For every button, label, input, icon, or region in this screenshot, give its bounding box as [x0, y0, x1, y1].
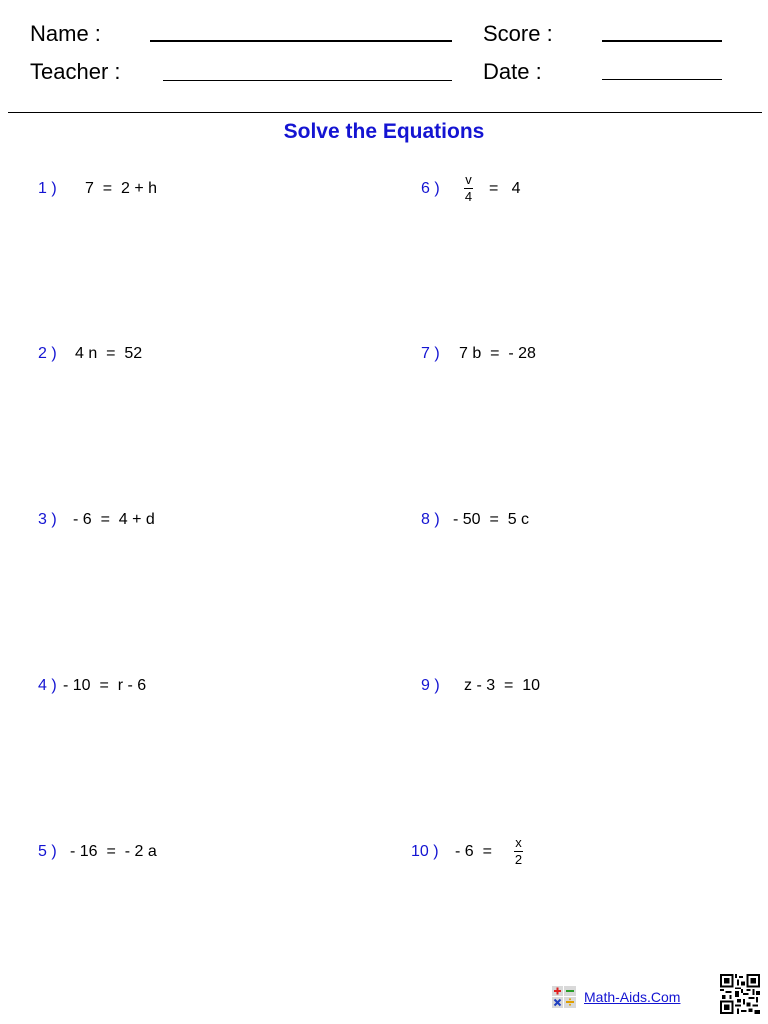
problem-5 [0, 842, 384, 876]
problem-6 [384, 172, 768, 213]
problem-equation: - 50 = 5 c [453, 511, 530, 528]
problem-number: 8 ) [421, 511, 440, 528]
problem-number: 7 ) [421, 345, 440, 362]
problem-equation-lead: - 6 = [455, 843, 492, 860]
date-field[interactable] [602, 79, 722, 80]
fraction-numerator: v [465, 172, 472, 187]
problem-number: 6 ) [421, 180, 440, 197]
problem-number: 2 ) [38, 345, 57, 362]
problem-number: 5 ) [38, 843, 57, 860]
fraction-denominator: 2 [514, 852, 523, 867]
worksheet-title: Solve the Equations [283, 120, 485, 143]
header-divider [8, 112, 762, 113]
problem-2 [0, 344, 384, 378]
problem-3 [0, 510, 384, 544]
math-aids-logo-icon [552, 986, 576, 1008]
problem-8 [384, 510, 768, 544]
name-label: Name : [30, 21, 101, 46]
problem-1 [0, 179, 384, 213]
qr-code-icon [720, 974, 760, 1014]
score-field[interactable] [602, 40, 722, 42]
problem-4 [0, 676, 384, 710]
problem-equation: - 10 = r - 6 [63, 677, 147, 694]
problem-equation: - 16 = - 2 a [70, 843, 157, 860]
problem-equation: - 6 = 4 + d [73, 511, 155, 528]
teacher-label: Teacher : [30, 59, 121, 84]
problem-9 [384, 676, 768, 710]
problem-number: 9 ) [421, 677, 440, 694]
teacher-field[interactable] [163, 80, 452, 81]
score-label: Score : [483, 21, 553, 46]
problem-number: 1 ) [38, 180, 57, 197]
date-label: Date : [483, 59, 542, 84]
problem-number: 4 ) [38, 677, 57, 694]
fraction-numerator: x [515, 835, 522, 850]
math-aids-link[interactable]: Math-Aids.Com [584, 989, 681, 1005]
problem-number: 10 ) [411, 843, 439, 860]
problem-number: 3 ) [38, 511, 57, 528]
name-field[interactable] [150, 40, 452, 42]
problem-equation: 4 n = 52 [75, 345, 143, 362]
problem-fraction [464, 173, 473, 204]
problem-equation: 7 = 2 + h [85, 180, 158, 197]
problem-7 [384, 344, 768, 378]
problem-equation: z - 3 = 10 [464, 677, 541, 694]
fraction-denominator: 4 [464, 189, 473, 204]
problem-equation-rest: = 4 [489, 180, 521, 197]
problem-equation: 7 b = - 28 [459, 345, 536, 362]
problem-10 [384, 835, 768, 876]
problem-fraction [514, 836, 523, 867]
